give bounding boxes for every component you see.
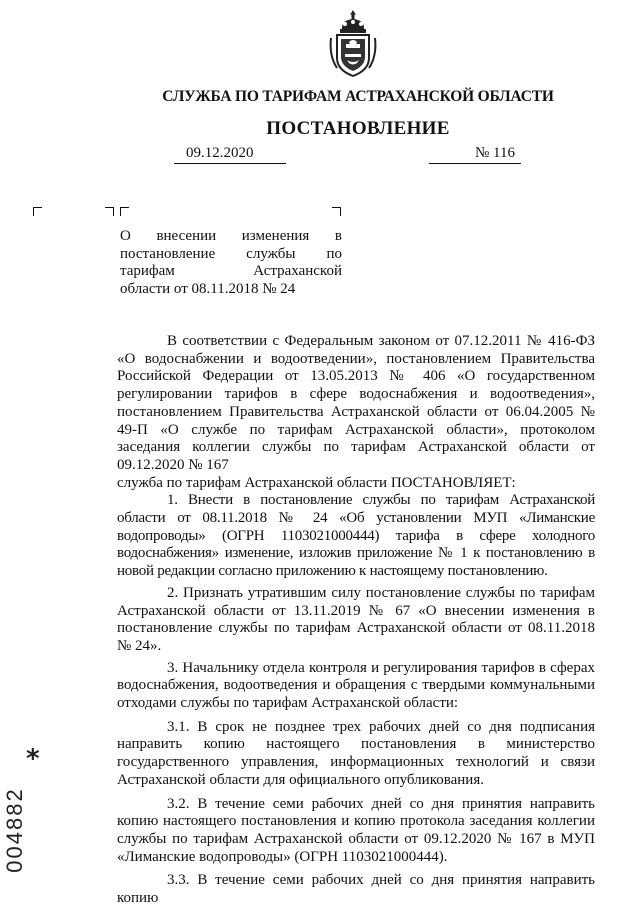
document-number: № 116 xyxy=(475,145,516,161)
corner-mark-left-right xyxy=(105,207,114,216)
document-type: ПОСТАНОВЛЕНИЕ xyxy=(266,118,450,139)
clause-2: 2. Признать утратившим силу постановление службы по тарифам Астраханской области от 13.11.2019 № 67 «О внесении изменения в постановление службы по тарифам Астраханской области от 08.11.2018 № 24». xyxy=(117,584,595,654)
clause-3-1: 3.1. В срок не позднее трех рабочих дней со дня подписания направить копию настоящего постановления в министерство государственного управления, информационных технологий и связи Астраханской области для официального опубликования. xyxy=(117,718,595,788)
document-body xyxy=(117,333,595,908)
corner-mark-subject-left xyxy=(120,207,129,216)
document-number-field xyxy=(429,145,521,164)
preamble-paragraph: В соответствии с Федеральным законом от 07.12.2011 № 416-ФЗ «О водоснабжении и водоотведении», постановлением Правительства Российской Федерации от 13.05.2013 № 406 «О государственном регулировании тарифов в сфере водоснабжения и водоотведения», постановлением Правительства Астраханской области от 06.04.2005 № 49-П «О службе по тарифам Астраханской области», протоколом заседания коллегии службы по тарифам Астраханской области от 09.12.2020 № 167 xyxy=(117,333,595,473)
subject-line: тарифам Астраханской xyxy=(120,263,342,279)
clause-3: 3. Начальнику отдела контроля и регулирования тарифов в сферах водоснабжения, водоотведения и обращения с твердыми коммунальными отходами службы по тарифам Астраханской области: xyxy=(117,659,595,712)
subject-line: постановление службы по xyxy=(120,245,342,262)
subject-line: О внесении изменения в xyxy=(120,228,342,244)
clause-3-3: 3.3. В течение семи рабочих дней со дня принятия направить копию xyxy=(117,872,595,907)
document-date-field xyxy=(174,145,286,164)
resolves-line: служба по тарифам Астраханской области ПОСТАНОВЛЯЕТ: xyxy=(117,474,516,491)
document-date: 09.12.2020 xyxy=(186,145,254,161)
document-subject xyxy=(120,228,342,298)
stamp-serial-number: 004882 xyxy=(2,787,27,873)
corner-mark-top-left xyxy=(33,207,42,216)
organization-name: СЛУЖБА ПО ТАРИФАМ АСТРАХАНСКОЙ ОБЛАСТИ xyxy=(162,88,554,105)
clause-1: 1. Внести в постановление службы по тарифам Астраханской области от 08.11.2018 № 24 «Об установлении МУП «Лиманские водопроводы» (ОГРН 1103021000444) тарифа в сфере холодного водоснабжения» изменение, изложив приложение № 1 к постановлению в новой редакции согласно приложению к настоящему постановлению. xyxy=(117,492,595,580)
coat-of-arms-icon xyxy=(327,8,379,80)
stamp-asterisk: * xyxy=(26,744,40,774)
corner-mark-subject-right xyxy=(332,207,341,216)
subject-line: области от 08.11.2018 № 24 xyxy=(120,280,296,297)
clause-3-2: 3.2. В течение семи рабочих дней со дня принятия направить копию настоящего постановления и копию протокола заседания коллегии службы по тарифам Астраханской области от 09.12.2020 № 167 в МУП «Лиманские водопроводы» (ОГРН 1103021000444). xyxy=(117,795,595,865)
